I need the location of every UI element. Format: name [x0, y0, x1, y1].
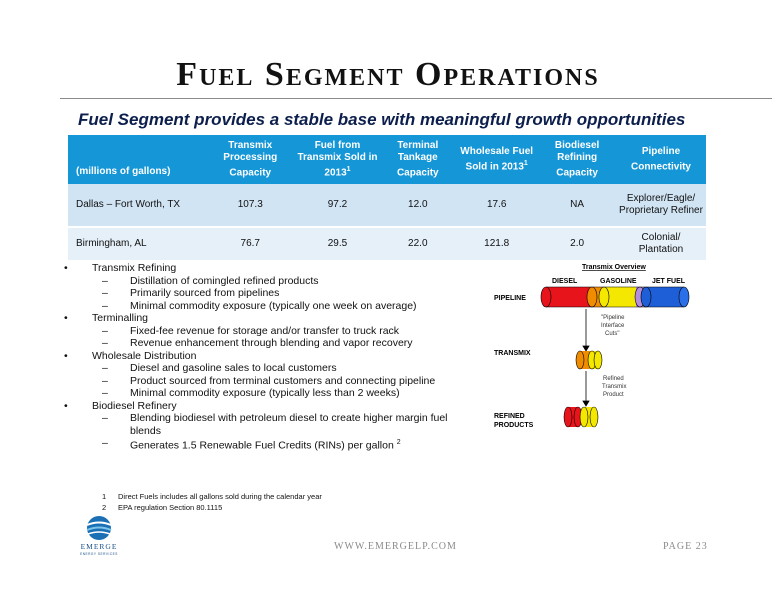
row-location: Birmingham, AL — [68, 227, 206, 260]
sub-bullet-item: – Revenue enhancement through blending and vapor recovery — [102, 337, 413, 349]
table-cell: 22.0 — [380, 227, 455, 260]
transmix-cylinder — [576, 351, 602, 369]
emerge-logo — [76, 512, 122, 558]
table-cell: Colonial/ Plantation — [616, 227, 706, 260]
sub-bullet-item: – Fixed-fee revenue for storage and/or transfer to truck rack — [102, 324, 400, 337]
sub-bullet-item: – Generates 1.5 Renewable Fuel Credits (RINs) per gallon $^2$ — [102, 437, 401, 452]
table-cell: NA — [538, 184, 616, 227]
bullet-glyph: • — [64, 262, 68, 274]
bullet-list — [60, 262, 460, 452]
header-biodiesel-capacity: Biodiesel Refining Capacity — [538, 135, 616, 184]
header-pipeline-connectivity: Pipeline Connectivity — [616, 135, 706, 184]
header-terminal-tankage: Terminal Tankage Capacity — [380, 135, 455, 184]
page-subtitle: Fuel Segment provides a stable base with meaningful growth opportunities — [78, 110, 686, 129]
page-number: PAGE 23 — [663, 541, 708, 552]
logo-tagline: ENERGY SERVICES — [80, 552, 118, 556]
note-refined-transmix-2: Transmix — [602, 384, 627, 390]
sub-bullet-item: – Diesel and gasoline sales to local customers — [102, 362, 337, 374]
table-cell: 76.7 — [206, 227, 295, 260]
transmix-overview-diagram — [486, 258, 726, 438]
sub-bullet-item: – Blending biodiesel with petroleum diesel to create higher margin fuel blends — [102, 412, 448, 437]
fuel-operations-table — [68, 135, 706, 260]
note-refined-transmix-1: Refined — [603, 376, 624, 382]
table-cell: 97.2 — [295, 184, 381, 227]
pipeline-cylinder — [541, 287, 689, 307]
sub-bullet-item: – Primarily sourced from pipelines — [102, 287, 280, 299]
label-refined: REFINED — [494, 413, 525, 420]
table-header-row — [68, 135, 706, 184]
sub-bullet-item: – Distillation of comingled refined products — [102, 274, 319, 287]
bullet-item: • Transmix Refining — [64, 262, 177, 274]
row-location: Dallas – Fort Worth, TX — [68, 184, 206, 227]
footnote-item: 1 Direct Fuels includes all gallons sold during the calendar year — [102, 492, 322, 501]
refined-products-cylinders — [564, 407, 598, 427]
table-cell: Explorer/Eagle/ Proprietary Refiner — [616, 184, 706, 227]
page-title: Fuel Segment Operations — [176, 56, 600, 93]
table-cell: 12.0 — [380, 184, 455, 227]
sub-bullet-item: – Product sourced from terminal customers and connecting pipeline — [102, 374, 436, 387]
header-fuel-from-transmix: Fuel from Transmix Sold in 2013$^1$ — [295, 135, 381, 184]
table-row — [68, 184, 706, 227]
bullet-item: • Biodiesel Refinery — [64, 399, 177, 412]
note-pipeline-interface-1: "Pipeline — [601, 315, 625, 321]
note-refined-transmix-3: Product — [603, 392, 624, 398]
sub-bullet-item: – Minimal commodity exposure (typically one week on average) — [102, 299, 417, 312]
table-cell: 2.0 — [538, 227, 616, 260]
bullet-item: • Wholesale Distribution — [64, 349, 197, 362]
label-diesel: DIESEL — [552, 278, 578, 285]
table-cell: 107.3 — [206, 184, 295, 227]
sub-bullet-item: – Minimal commodity exposure (typically less than 2 weeks) — [102, 387, 400, 399]
footer-url[interactable]: WWW.EMERGELP.COM — [334, 541, 457, 552]
header-wholesale-fuel: Wholesale Fuel Sold in 2013$^1$ — [455, 135, 538, 184]
footnotes — [102, 491, 322, 513]
label-pipeline: PIPELINE — [494, 295, 526, 302]
table-corner-label: (millions of gallons) — [68, 135, 206, 184]
footnote-item: 2 EPA regulation Section 80.1115 — [102, 503, 223, 512]
label-gasoline: GASOLINE — [600, 278, 637, 285]
label-jet-fuel: JET FUEL — [652, 278, 686, 285]
label-products: PRODUCTS — [494, 422, 534, 429]
table-row — [68, 227, 706, 260]
table-cell: 121.8 — [455, 227, 538, 260]
logo-wordmark: EMERGE — [80, 542, 118, 551]
diagram-title: Transmix Overview — [582, 264, 646, 271]
note-pipeline-interface-3: Cuts" — [605, 331, 620, 337]
title-divider — [60, 98, 772, 99]
note-pipeline-interface-2: Interface — [601, 323, 625, 329]
label-transmix: TRANSMIX — [494, 350, 531, 357]
header-transmix-capacity: Transmix Processing Capacity — [206, 135, 295, 184]
table-cell: 29.5 — [295, 227, 381, 260]
table-cell: 17.6 — [455, 184, 538, 227]
bullet-item: • Terminalling — [64, 312, 149, 324]
